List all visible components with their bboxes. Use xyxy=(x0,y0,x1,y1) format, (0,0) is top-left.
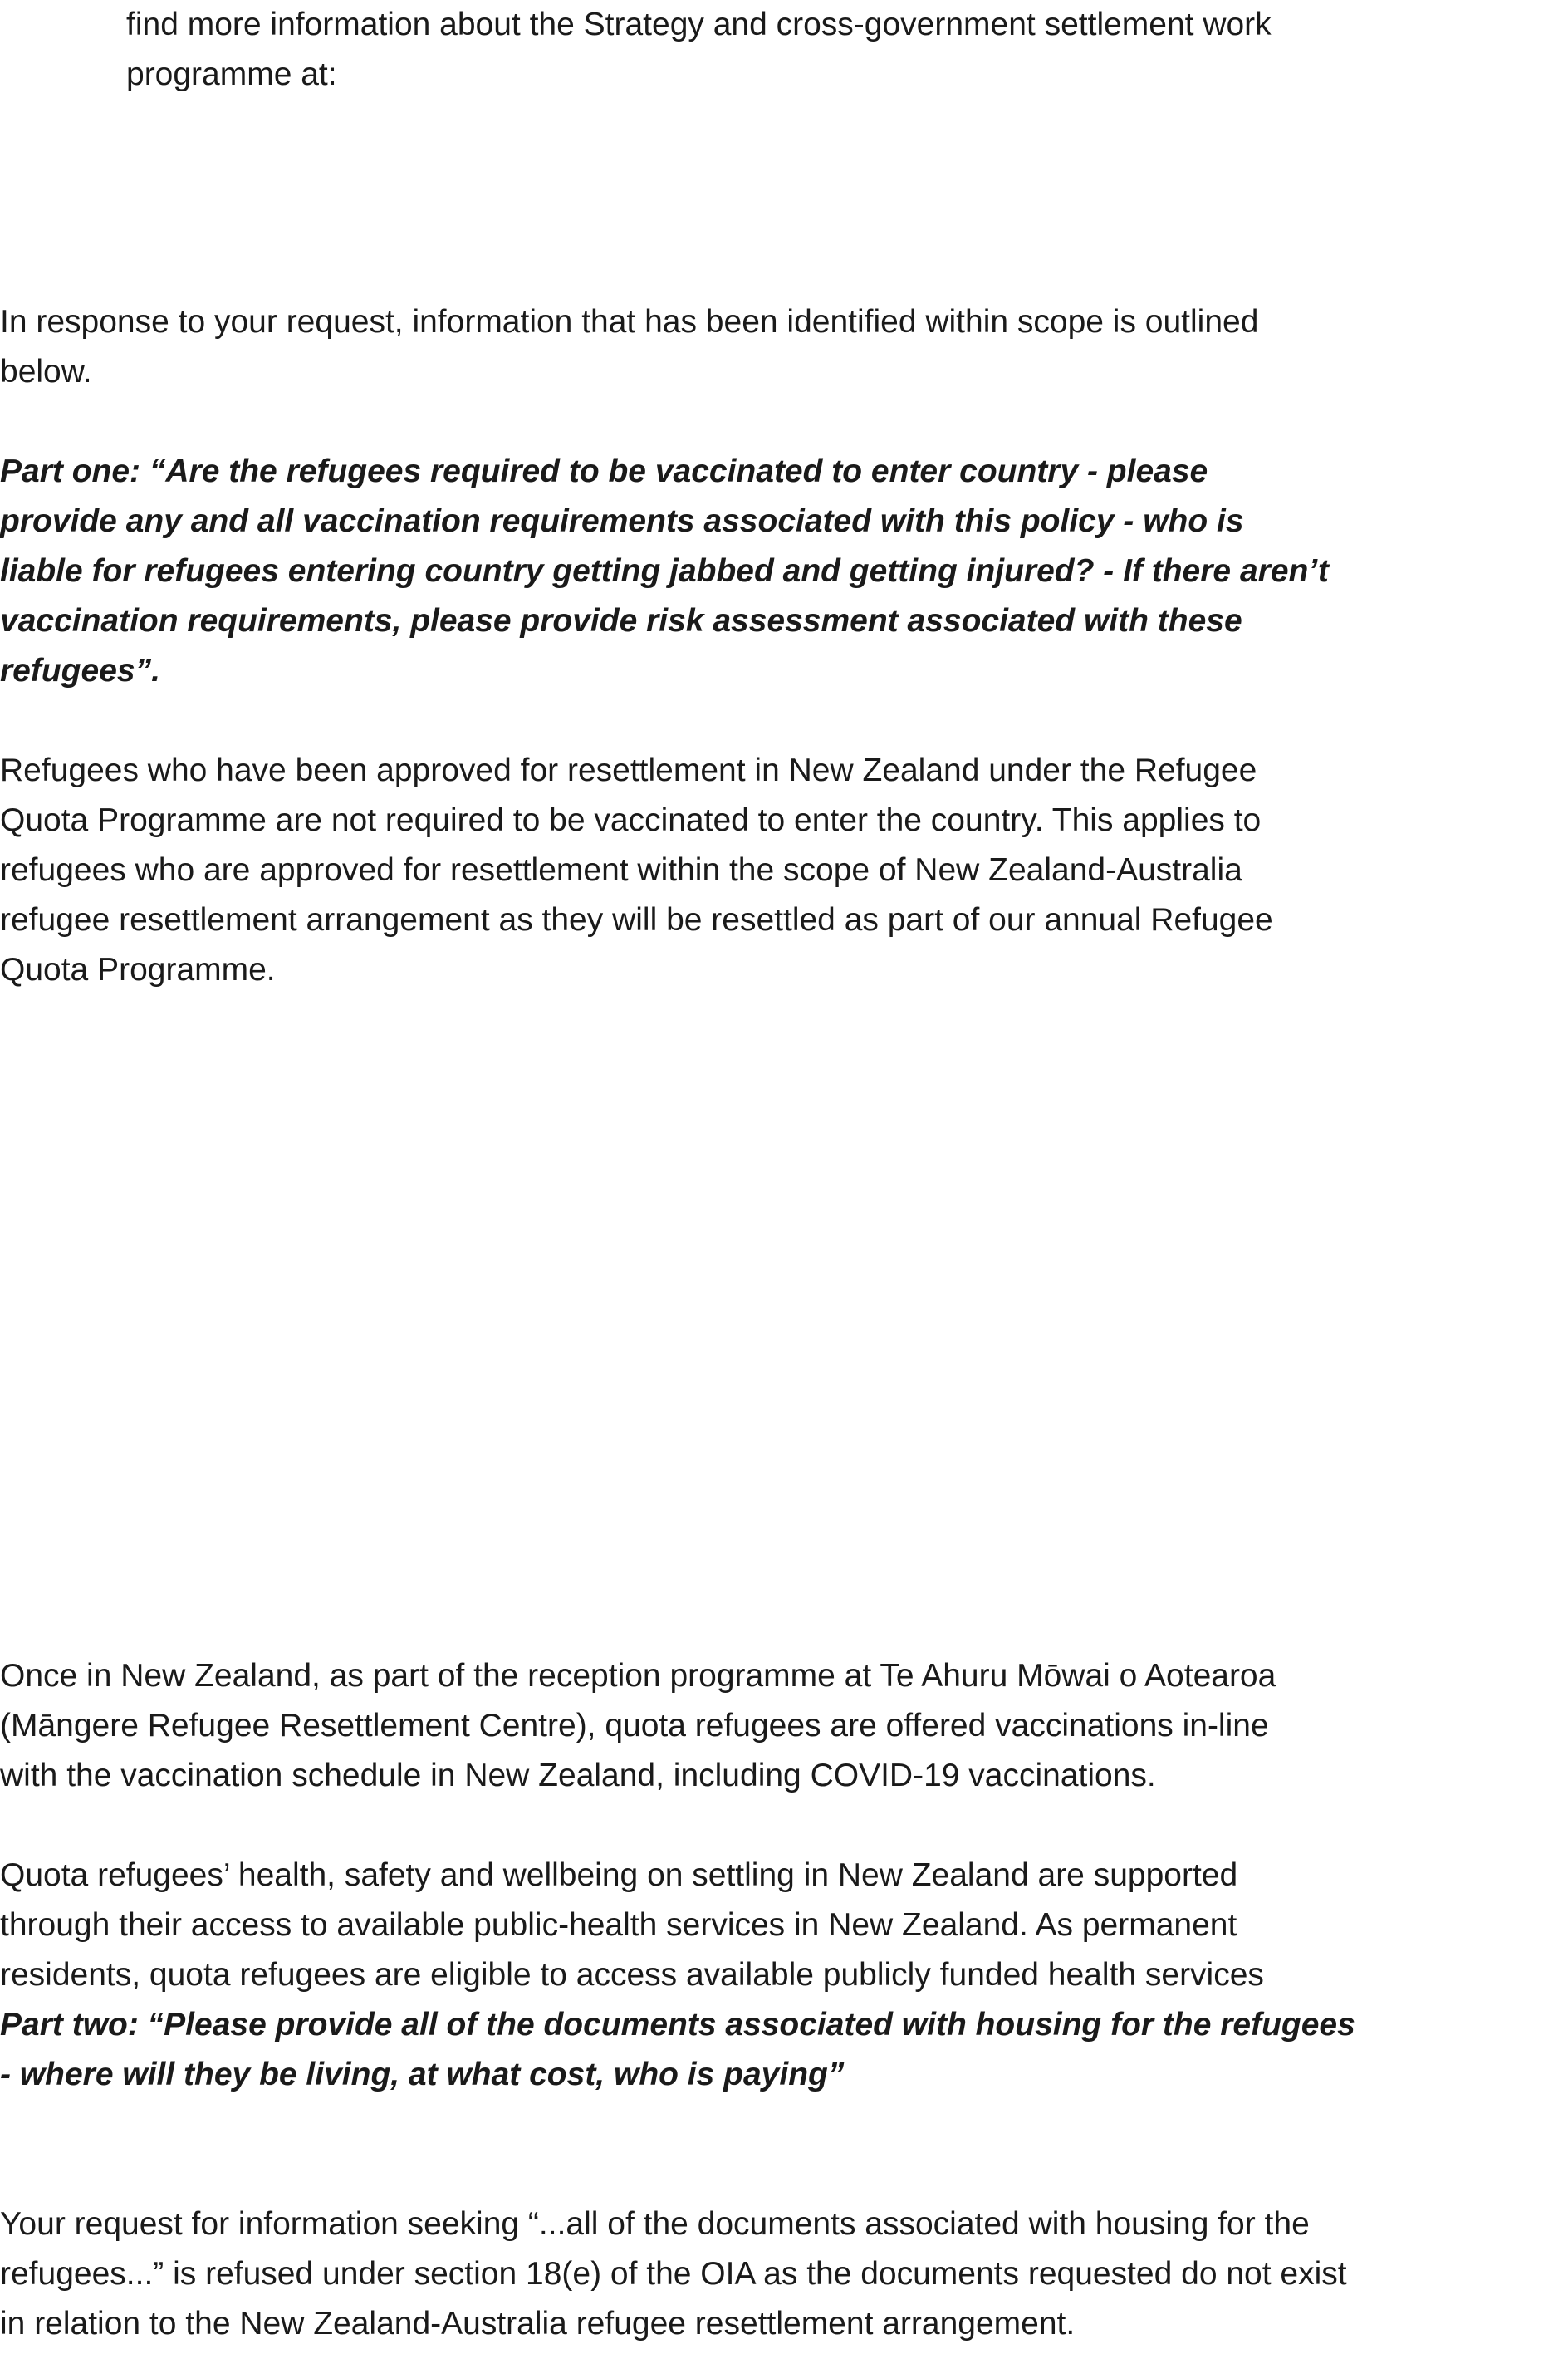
part-one-answer-paragraph: Refugees who have been approved for resettlement in New Zealand under the Refugee Quota Programme are not required to be vaccinated to enter the country. This applies to refugees who are approved for resettlement within the scope of New Zealand-Australia refugee resettlement arrangement as they will be resettled as part of our annual Refugee Quota Programme. xyxy=(0,753,1273,988)
intro-paragraph: find more information about the Strategy and cross-government settlement work programme at: xyxy=(126,7,1272,92)
health-services-paragraph: Quota refugees’ health, safety and wellbeing on settling in New Zealand are supported through their access to available public-health services in New Zealand. As permanent residents, quota refugees are eligible to access available publicly funded health services xyxy=(0,1857,1264,1993)
response-paragraph: In response to your request, information that has been identified within scope is outlined below. xyxy=(0,304,1259,390)
part-two-heading: Part two: “Please provide all of the documents associated with housing for the refugees - where will they be living, at what cost, who is paying” xyxy=(0,2007,1355,2092)
part-one-heading: Part one: “Are the refugees required to be vaccinated to enter country - please provide any and all vaccination requirements associated with this policy - who is liable for refugees entering country getting jabbed and getting injured? - If there aren’t vaccination requirements, please provide risk assessment associated with these refugees”. xyxy=(0,454,1329,689)
part-two-answer-paragraph: Your request for information seeking “...all of the documents associated with housing for the refugees...” is refused under section 18(e) of the OIA as the documents requested do not exist in relation to the New Zealand-Australia refugee resettlement arrangement. xyxy=(0,2206,1347,2342)
reception-programme-paragraph: Once in New Zealand, as part of the reception programme at Te Ahuru Mōwai o Aotearoa (Māngere Refugee Resettlement Centre), quota refugees are offered vaccinations in-line with the vaccination schedule in New Zealand, including COVID-19 vaccinations. xyxy=(0,1658,1276,1793)
